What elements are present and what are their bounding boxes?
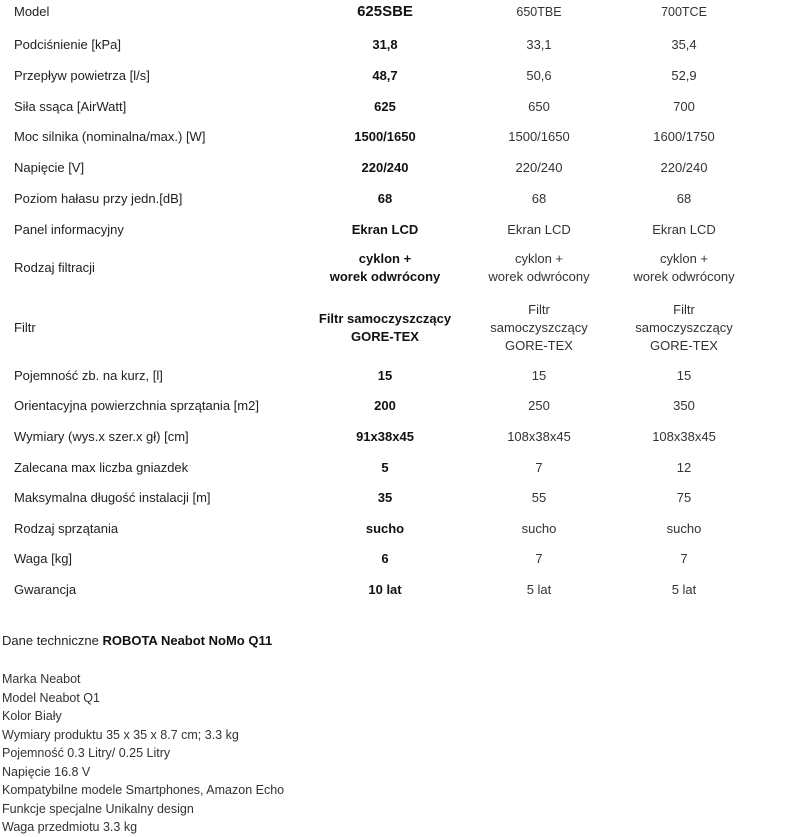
value-model-2: 33,1 (526, 36, 552, 52)
header-model-1: 625SBE (357, 3, 413, 20)
value-model-1: 10 lat (368, 581, 402, 597)
value-model-1: 35 (377, 489, 393, 505)
value-model-2: 220/240 (515, 159, 563, 175)
table-row (0, 296, 795, 360)
value-model-2: 5 lat (526, 581, 552, 597)
row-label: Moc silnika (nominalna/max.) [W] (14, 128, 206, 144)
value-model-3: 350 (673, 397, 695, 413)
row-label: Waga [kg] (14, 550, 73, 566)
row-label: Napięcie [V] (14, 159, 85, 175)
value-model-1: sucho (365, 520, 405, 536)
value-model-3: 7 (680, 550, 688, 566)
row-label: Filtr (14, 320, 36, 335)
header-model-2: 650TBE (516, 5, 562, 19)
table-row (0, 217, 795, 242)
table-row (0, 455, 795, 480)
robot-heading-name: ROBOTA Neabot NoMo Q11 (102, 633, 273, 648)
row-label: Pojemność zb. na kurz, [l] (14, 367, 163, 383)
value-model-3: 52,9 (671, 67, 697, 83)
table-row (0, 485, 795, 510)
value-model-3: 75 (676, 489, 692, 505)
value-model-2: 650 (528, 98, 550, 114)
row-label: Podciśnienie [kPa] (14, 36, 121, 52)
value-model-2: Ekran LCD (507, 221, 571, 237)
table-row (0, 32, 795, 57)
value-model-3: 220/240 (660, 159, 708, 175)
value-model-2: Filtr samoczyszczący GORE-TEX (490, 302, 588, 353)
value-model-2: 108x38x45 (507, 428, 571, 444)
value-model-1: 1500/1650 (354, 128, 416, 144)
value-model-3: 5 lat (671, 581, 697, 597)
value-model-2: 7 (535, 459, 543, 475)
value-model-2: 1500/1650 (508, 128, 570, 144)
table-row (0, 546, 795, 571)
value-model-3: Filtr samoczyszczący GORE-TEX (635, 302, 733, 353)
table-header-row (0, 0, 795, 24)
value-model-3: 700 (673, 98, 695, 114)
robot-spec-item: Pojemność 0.3 Litry/ 0.25 Litry (2, 746, 171, 760)
robot-spec-item: Napięcie 16.8 V (2, 764, 91, 779)
table-row (0, 186, 795, 211)
table-row (0, 124, 795, 149)
value-model-1: 6 (381, 550, 389, 566)
row-label: Maksymalna długość instalacji [m] (14, 489, 211, 505)
header-model-3: 700TCE (661, 5, 707, 19)
table-row (0, 363, 795, 388)
robot-heading-prefix: Dane techniczne (2, 633, 103, 648)
value-model-1: 91x38x45 (356, 428, 414, 444)
value-model-2: cyklon + worek odwrócony (488, 251, 590, 284)
value-model-3: 12 (676, 459, 692, 475)
row-label: Orientacyjna powierzchnia sprzątania [m2] (14, 397, 259, 413)
value-model-2: 7 (535, 550, 543, 566)
value-model-3: 15 (676, 367, 692, 383)
robot-spec-item: Kolor Biały (2, 709, 62, 723)
value-model-1: Ekran LCD (351, 221, 419, 237)
table-row (0, 577, 795, 602)
value-model-2: sucho (521, 520, 557, 536)
row-label: Rodzaj filtracji (14, 260, 95, 275)
row-label: Siła ssąca [AirWatt] (14, 98, 127, 114)
header-label: Model (14, 4, 50, 19)
robot-spec-heading (2, 632, 782, 650)
value-model-3: 108x38x45 (652, 428, 716, 444)
value-model-1: cyklon + worek odwrócony (329, 251, 441, 284)
row-label: Poziom hałasu przy jedn.[dB] (14, 190, 183, 206)
robot-spec-section (2, 632, 782, 837)
value-model-1: Filtr samoczyszczący GORE-TEX (318, 311, 452, 344)
table-row (0, 393, 795, 418)
robot-spec-list (2, 670, 782, 837)
value-model-1: 5 (381, 459, 389, 475)
value-model-1: 15 (377, 367, 393, 383)
robot-spec-item: Kompatybilne modele Smartphones, Amazon Echo (2, 783, 285, 797)
robot-spec-item: Wymiary produktu 35 x 35 x 8.7 cm; 3.3 kg (2, 727, 239, 742)
value-model-1: 48,7 (372, 67, 398, 83)
table-row (0, 516, 795, 541)
robot-spec-item: Marka Neabot (2, 672, 81, 686)
row-label: Rodzaj sprzątania (14, 520, 119, 536)
row-label: Zalecana max liczba gniazdek (14, 459, 189, 475)
value-model-1: 68 (377, 190, 393, 206)
row-label: Przepływ powietrza [l/s] (14, 67, 150, 83)
value-model-1: 625 (374, 98, 396, 114)
robot-spec-item: Funkcje specjalne Unikalny design (2, 801, 194, 816)
table-row (0, 94, 795, 119)
value-model-2: 68 (531, 190, 547, 206)
table-row (0, 248, 795, 288)
value-model-3: sucho (666, 520, 702, 536)
robot-spec-item: Waga przedmiotu 3.3 kg (2, 820, 138, 834)
value-model-1: 220/240 (361, 159, 409, 175)
row-label: Gwarancja (14, 581, 77, 597)
value-model-3: 35,4 (671, 36, 697, 52)
value-model-1: 200 (374, 397, 396, 413)
robot-spec-item: Model Neabot Q1 (2, 690, 100, 705)
value-model-3: 68 (676, 190, 692, 206)
value-model-1: 31,8 (372, 36, 398, 52)
value-model-3: 1600/1750 (653, 128, 715, 144)
value-model-3: Ekran LCD (652, 221, 716, 237)
row-label: Panel informacyjny (14, 221, 124, 237)
table-row (0, 63, 795, 88)
row-label: Wymiary (wys.x szer.x gł) [cm] (14, 428, 189, 444)
table-row (0, 155, 795, 180)
value-model-2: 250 (528, 397, 550, 413)
value-model-2: 15 (531, 367, 547, 383)
value-model-3: cyklon + worek odwrócony (633, 251, 735, 284)
value-model-2: 50,6 (526, 67, 552, 83)
table-row (0, 424, 795, 449)
value-model-2: 55 (531, 489, 547, 505)
